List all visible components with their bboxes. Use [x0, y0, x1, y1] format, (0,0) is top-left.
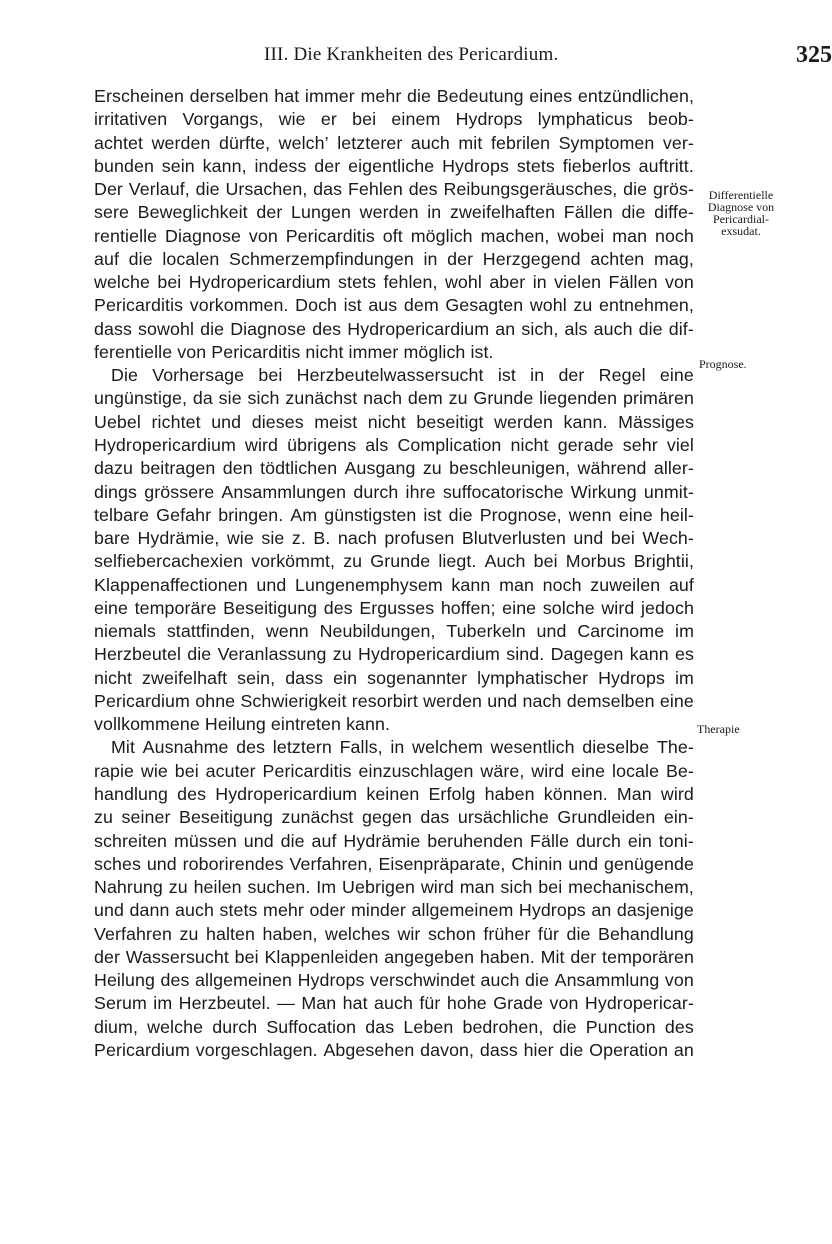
text-line: Serum im Herzbeutel. — Man hat auch für hohe Grade von Hydropericar- [94, 993, 694, 1014]
page-header [200, 42, 832, 68]
text-line: Hydropericardium wird übrigens als Complication nicht gerade sehr viel [94, 434, 694, 455]
text-line: bare Hydrämie, wie sie z. B. nach profusen Blutverlusten und bei Wech- [94, 528, 694, 549]
text-line: Pericardium ohne Schwierigkeit resorbirt werden und nach demselben eine [94, 690, 694, 711]
text-line: Pericardium vorgeschlagen. Abgesehen davon, dass hier die Operation an [94, 1039, 694, 1060]
text-line: schreiten müssen und die auf Hydrämie beruhenden Fälle durch ein toni- [94, 830, 694, 851]
margin-note-line: exsudat. [721, 224, 761, 238]
text-line: selfiebercachexien vorkömmt, zu Grunde liegt. Auch bei Morbus Brightii, [94, 551, 694, 572]
text-line: dass sowohl die Diagnose des Hydropericardium an sich, als auch die dif- [94, 318, 694, 339]
text-line: nicht zweifelhaft sein, dass ein sogenannter lymphatischer Hydrops im [94, 667, 694, 688]
text-line: und dann auch stets mehr oder minder allgemeinem Hydrops an dasjenige [94, 900, 694, 921]
page-number: 325 [796, 42, 832, 68]
text-line: Pericarditis vorkommen. Doch ist aus dem Gesagten wohl zu entnehmen, [94, 295, 694, 316]
text-line: bunden sein kann, indess der eigentliche Hydrops stets fieberlos auftritt. [94, 155, 694, 176]
running-title: III. Die Krankheiten des Pericardium. [264, 44, 559, 65]
text-line: telbare Gefahr bringen. Am günstigsten ist die Prognose, wenn eine heil- [94, 504, 694, 525]
text-line: irritativen Vorgangs, wie er bei einem Hydrops lymphaticus beob- [94, 109, 694, 130]
text-line: Herzbeutel die Veranlassung zu Hydropericardium sind. Dagegen kann es [94, 644, 694, 665]
margin-note-line: Pericardial- [713, 212, 769, 226]
margin-note-therapie: Therapie [697, 722, 740, 736]
text-line: sches und roborirendes Verfahren, Eisenpräparate, Chinin und genügende [94, 853, 694, 874]
text-line: Verfahren zu halten haben, welches wir schon früher für die Behandlung [94, 923, 694, 944]
text-line: zu seiner Beseitigung zunächst gegen das ursächliche Grundleiden ein- [94, 807, 694, 828]
text-line: Der Verlauf, die Ursachen, das Fehlen des Reibungsgeräusches, die grös- [94, 179, 694, 200]
text-line: Erscheinen derselben hat immer mehr die Bedeutung eines entzündlichen, [94, 86, 694, 106]
text-line: welche bei Hydropericardium stets fehlen, wohl aber in vielen Fällen von [94, 272, 694, 293]
margin-note-line: Differentielle [708, 188, 774, 202]
text-line: eine temporäre Beseitigung des Ergusses hoffen; eine solche wird jedoch [94, 597, 694, 618]
text-line: ungünstige, da sie sich zunächst nach dem zu Grunde liegenden primären [94, 388, 694, 409]
text-line: ferentielle von Pericarditis nicht immer möglich ist. [94, 341, 494, 362]
text-line: Uebel richtet und dieses meist nicht beseitigt werden kann. Mässiges [94, 411, 694, 432]
text-line: niemals stattfinden, wenn Neubildungen, Tuberkeln und Carcinome im [94, 621, 694, 642]
text-line: dings grössere Ansammlungen durch ihre suffocatorische Wirkung unmit- [94, 481, 694, 502]
margin-note-line: Diagnose von [707, 200, 775, 214]
text-line: dazu beitragen den tödtlichen Ausgang zu beschleunigen, während aller- [94, 458, 694, 479]
text-line: rapie wie bei acuter Pericarditis einzuschlagen wäre, wird eine locale Be- [94, 760, 694, 781]
text-line: handlung des Hydropericardium keinen Erfolg haben können. Man wird [94, 783, 694, 804]
text-line: Die Vorhersage bei Herzbeutelwassersucht ist in der Regel eine [111, 365, 694, 386]
body-text [94, 85, 694, 1062]
text-line: achtet werden dürfte, welch’ letzterer auch mit febrilen Symptomen ver- [94, 132, 694, 153]
text-line: Nahrung zu heilen suchen. Im Uebrigen wird man sich bei mechanischem, [94, 877, 694, 898]
text-line: sere Beweglichkeit der Lungen werden in zweifelhaften Fällen die diffe- [94, 202, 694, 223]
margin-note-differential-diagnosis [700, 189, 782, 237]
text-line: auf die localen Schmerzempfindungen in der Herzgegend achten mag, [94, 248, 694, 269]
margin-note-prognose: Prognose. [699, 357, 747, 371]
text-line: dium, welche durch Suffocation das Leben bedrohen, die Punction des [94, 1016, 694, 1037]
text-line: Klappenaffectionen und Lungenemphysem kann man noch zuweilen auf [94, 574, 694, 595]
text-line: Heilung des allgemeinen Hydrops verschwindet auch die Ansammlung von [94, 970, 694, 991]
text-line: rentielle Diagnose von Pericarditis oft möglich machen, wobei man noch [94, 225, 694, 246]
text-line: vollkommene Heilung eintreten kann. [94, 714, 391, 735]
text-line: der Wassersucht bei Klappenleiden angegeben haben. Mit der temporären [94, 946, 694, 967]
text-line: Mit Ausnahme des letztern Falls, in welchem wesentlich dieselbe The- [111, 737, 694, 758]
